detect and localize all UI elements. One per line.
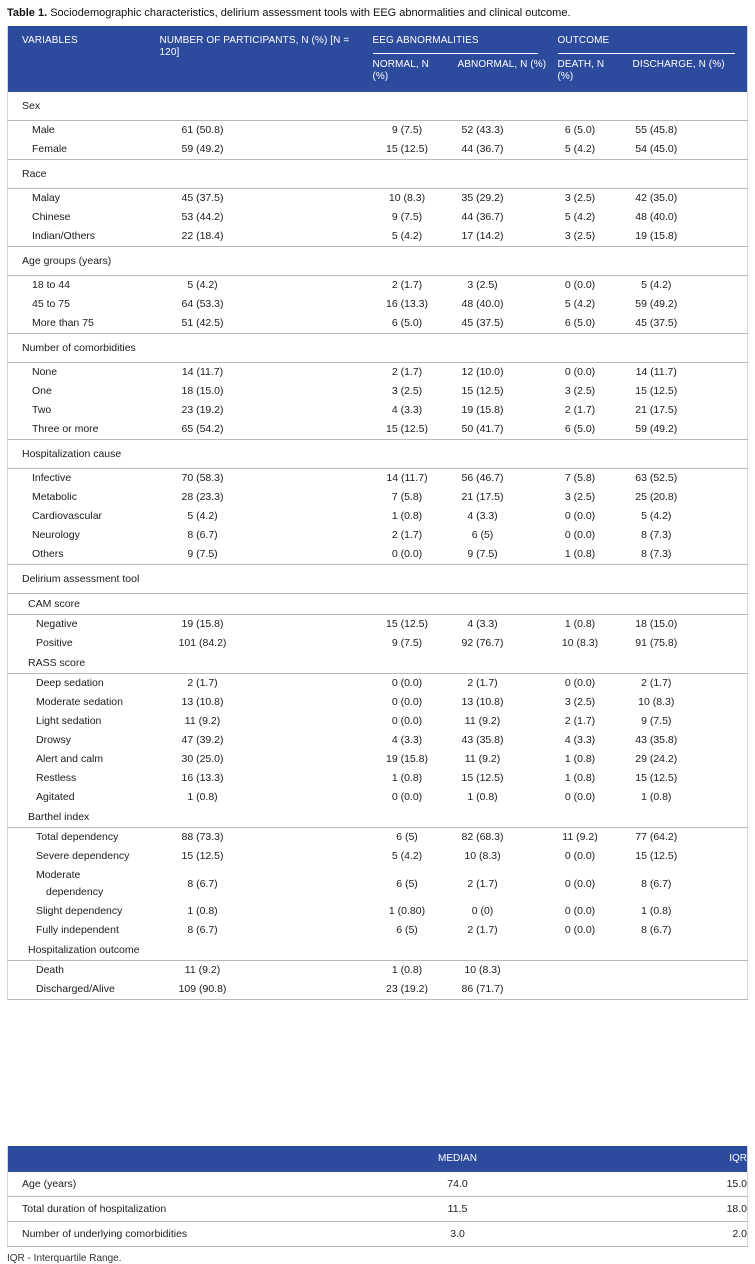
cell-value: 5 (4.2) [391,850,423,862]
row-label [8,866,160,902]
cell-value: 9 (7.5) [391,637,423,649]
row-label: None [32,366,58,378]
section-label: Barthel index [8,807,748,828]
cell-value: 21 (17.5) [461,491,504,503]
table-row [8,674,748,694]
row-label: Negative [36,618,78,630]
row-label: Infective [32,472,72,484]
cell-value: 42 (35.0) [635,192,678,204]
table-row [8,488,748,507]
cell-value: 50 (41.7) [461,423,504,435]
table-row [8,828,748,848]
summary-table-header [8,1146,748,1172]
row-label: Others [32,548,64,560]
cell-value: 1 (0.8) [641,905,672,917]
table-row [8,469,748,489]
cell-value: 51 (42.5) [181,317,224,329]
cell-value: 59 (49.2) [635,298,678,310]
cell-value: 5 (4.2) [641,279,672,291]
cell-value: 59 (49.2) [181,143,224,155]
cell-value: 15 (12.5) [635,385,678,397]
cell-value [625,980,748,1000]
row-label: Three or more [32,423,99,435]
col-group-eeg-label: EEG ABNORMALITIES [373,35,538,54]
table-row [8,634,748,653]
cell-value: 18 (15.0) [635,618,678,630]
main-table-body [8,92,748,1000]
cell-value [550,980,625,1000]
cell-value: 1 (0.8) [564,618,596,630]
table-row [8,866,748,902]
cell-value: 0 (0.0) [564,279,596,291]
median-value: 74.0 [328,1172,588,1197]
table-row [8,545,748,565]
cell-value: 18 (15.0) [181,385,224,397]
cell-value: 8 (6.7) [641,924,672,936]
table-row [8,980,748,1000]
cell-value: 30 (25.0) [181,753,224,765]
cell-value: 5 (4.2) [641,510,672,522]
cell-value: 5 (4.2) [564,143,596,155]
table-row [8,847,748,866]
section-label: Race [8,160,748,189]
row-label: Fully independent [36,924,119,936]
row-label: Moderate sedation [36,696,123,708]
row-label: Number of underlying comorbidities [8,1222,328,1247]
cell-value: 1 (0.8) [564,753,596,765]
cell-value: 45 (37.5) [461,317,504,329]
cell-value: 8 (7.3) [641,529,672,541]
cell-value: 16 (13.3) [181,772,224,784]
cell-value: 2 (1.7) [467,877,498,890]
cell-value: 55 (45.8) [635,124,678,136]
cell-value: 5 (4.2) [187,510,218,522]
cell-value: 10 (8.3) [388,192,426,204]
cell-value: 0 (0.0) [564,366,596,378]
cell-value: 45 (37.5) [181,192,224,204]
cell-value: 43 (35.8) [635,734,678,746]
cell-value: 0 (0.0) [564,850,596,862]
section-label: Hospitalization cause [8,440,748,469]
cell-value: 3 (2.5) [391,385,423,397]
cell-value: 4 (3.3) [391,404,423,416]
cell-value: 59 (49.2) [635,423,678,435]
cell-value: 0 (0) [471,905,494,917]
cell-value: 56 (46.7) [461,472,504,484]
cell-value: 7 (5.8) [564,472,596,484]
summary-col-header-empty [8,1146,328,1172]
table-row [8,921,748,940]
cell-value: 1 (0.80) [388,905,426,917]
cell-value: 6 (5) [396,877,418,890]
subsection-header-row [8,594,748,615]
cell-value: 0 (0.0) [564,924,596,936]
row-label: 18 to 44 [32,279,70,291]
cell-value: 0 (0.0) [564,791,596,803]
cell-value: 6 (5.0) [391,317,423,329]
cell-value: 17 (14.2) [461,230,504,242]
section-header-row [8,565,748,594]
cell-value: 92 (76.7) [461,637,504,649]
section-header-row [8,440,748,469]
cell-value: 2 (1.7) [641,677,672,689]
cell-value: 15 (12.5) [385,143,429,155]
cell-value: 15 (12.5) [461,772,504,784]
cell-value: 82 (68.3) [461,831,504,843]
cell-value: 6 (5.0) [564,423,596,435]
section-label: Sex [8,92,748,121]
section-label: Delirium assessment tool [8,565,748,594]
cell-value: 1 (0.8) [391,510,423,522]
cell-value: 1 (0.8) [564,772,596,784]
main-table [7,26,748,1000]
cell-value: 0 (0.0) [391,548,423,560]
col-group-eeg [365,26,550,54]
table-row [8,227,748,247]
cell-value: 6 (5) [471,529,494,541]
cell-value: 19 (15.8) [385,753,429,765]
cell-value: 64 (53.3) [181,298,224,310]
section-label: RASS score [8,653,748,674]
cell-value: 13 (10.8) [181,696,224,708]
row-label: Indian/Others [32,230,96,242]
cell-value: 4 (3.3) [467,510,498,522]
cell-value: 6 (5) [396,924,418,936]
row-label: Total dependency [36,831,119,843]
cell-value: 35 (29.2) [461,192,504,204]
row-label: Discharged/Alive [36,983,115,995]
cell-value: 11 (9.2) [464,715,501,727]
cell-value: 48 (40.0) [635,211,678,223]
row-label: Alert and calm [36,753,104,765]
cell-value: 65 (54.2) [181,423,224,435]
cell-value: 0 (0.0) [564,905,596,917]
row-label: Deep sedation [36,677,104,689]
summary-row [8,1172,748,1197]
cell-value: 6 (5) [396,831,418,843]
cell-value: 29 (24.2) [635,753,678,765]
cell-value: 6 (5.0) [564,124,596,136]
cell-value: 9 (7.5) [467,548,498,560]
cell-value: 77 (64.2) [635,831,678,843]
table-row [8,314,748,334]
row-label: Total duration of hospitalization [8,1197,328,1222]
section-header-row [8,160,748,189]
row-label: Severe dependency [36,850,130,862]
row-label: Cardiovascular [32,510,103,522]
cell-value: 8 (7.3) [641,548,672,560]
cell-value: 21 (17.5) [635,404,678,416]
cell-value: 11 (9.2) [184,964,221,976]
row-label: Light sedation [36,715,102,727]
cell-value: 53 (44.2) [181,211,224,223]
row-label: Drowsy [36,734,72,746]
cell-value: 43 (35.8) [461,734,504,746]
table-row [8,189,748,209]
cell-value: 10 (8.3) [561,637,599,649]
cell-value: 0 (0.0) [391,715,423,727]
cell-value: 2 (1.7) [391,366,423,378]
table-caption-number: Table 1. [7,7,48,19]
cell-value: 2 (1.7) [391,279,423,291]
table-row [8,420,748,440]
table-row [8,712,748,731]
cell-value: 1 (0.8) [187,905,218,917]
section-label: Hospitalization outcome [8,940,748,961]
cell-value: 10 (8.3) [464,850,501,862]
cell-value: 23 (19.2) [181,404,224,416]
table-row [8,208,748,227]
row-label: Male [32,124,55,136]
cell-value: 3 (2.5) [564,230,596,242]
row-label: Slight dependency [36,905,123,917]
section-header-row [8,247,748,276]
cell-value: 23 (19.2) [385,983,429,995]
col-header-death: DEATH, N (%) [550,54,625,92]
table-row [8,401,748,420]
table-caption [0,0,755,26]
cell-value: 9 (7.5) [187,548,218,560]
cell-value: 1 (0.8) [467,791,498,803]
cell-value: 3 (2.5) [467,279,498,291]
cell-value: 0 (0.0) [564,877,596,890]
cell-value: 19 (15.8) [461,404,504,416]
cell-value: 0 (0.0) [391,791,423,803]
cell-value: 1 (0.8) [564,548,596,560]
cell-value: 1 (0.8) [391,964,423,976]
row-label: Metabolic [32,491,77,503]
cell-value: 14 (11.7) [181,366,224,378]
cell-value: 15 (12.5) [385,618,429,630]
cell-value: 11 (9.2) [562,831,598,843]
table-row [8,276,748,296]
cell-value: 0 (0.0) [564,677,596,689]
cell-value: 3 (2.5) [564,696,596,708]
row-label: Chinese [32,211,71,223]
table-row [8,382,748,401]
cell-value: 15 (12.5) [635,850,678,862]
cell-value: 0 (0.0) [391,696,423,708]
cell-value: 5 (4.2) [564,211,596,223]
cell-value: 14 (11.7) [635,366,677,378]
col-group-outcome-label: OUTCOME [558,35,736,54]
col-header-participants: NUMBER OF PARTICIPANTS, N (%) [N = 120] [160,26,365,92]
cell-value: 91 (75.8) [635,637,678,649]
table-row [8,526,748,545]
col-header-variables: VARIABLES [8,26,160,92]
cell-value: 1 (0.8) [391,772,423,784]
row-label: Two [32,404,52,416]
subsection-header-row [8,653,748,674]
table-row [8,961,748,981]
col-header-abnormal: ABNORMAL, N (%) [450,54,550,92]
cell-value: 88 (73.3) [181,831,224,843]
cell-value: 9 (7.5) [391,124,423,136]
cell-value: 1 (0.8) [641,791,672,803]
col-header-discharge: DISCHARGE, N (%) [625,54,748,92]
cell-value: 10 (8.3) [638,696,675,708]
cell-value: 52 (43.3) [461,124,504,136]
row-label: Age (years) [8,1172,328,1197]
col-header-normal: NORMAL, N (%) [365,54,450,92]
row-label: More than 75 [32,317,94,329]
cell-value: 19 (15.8) [635,230,678,242]
summary-table-body [8,1172,748,1247]
cell-value: 47 (39.2) [181,734,224,746]
cell-value: 28 (23.3) [181,491,224,503]
cell-value: 2 (1.7) [467,677,498,689]
cell-value: 4 (3.3) [467,618,498,630]
col-group-outcome [550,26,748,54]
cell-value: 8 (6.7) [187,924,218,936]
cell-value: 101 (84.2) [178,637,227,649]
row-label: Restless [36,772,77,784]
cell-value: 25 (20.8) [635,491,678,503]
cell-value [625,961,748,981]
cell-value: 109 (90.8) [178,983,227,995]
summary-row [8,1197,748,1222]
row-label: Female [32,143,68,155]
cell-value: 0 (0.0) [564,510,596,522]
cell-value: 86 (71.7) [461,983,504,995]
iqr-value: 2.0 [588,1222,748,1247]
summary-col-header-iqr: IQR [588,1146,748,1172]
row-label: Neurology [32,529,80,541]
cell-value: 3 (2.5) [564,385,596,397]
iqr-value: 18.0 [588,1197,748,1222]
cell-value: 5 (4.2) [391,230,423,242]
subsection-header-row [8,940,748,961]
section-label: Age groups (years) [8,247,748,276]
cell-value: 45 (37.5) [635,317,678,329]
cell-value: 10 (8.3) [464,964,501,976]
table-row [8,750,748,769]
cell-value: 14 (11.7) [386,472,428,484]
cell-value: 63 (52.5) [635,472,678,484]
cell-value: 0 (0.0) [391,677,423,689]
cell-value: 13 (10.8) [461,696,504,708]
cell-value: 15 (12.5) [635,772,678,784]
footnote: IQR - Interquartile Range. [7,1253,122,1264]
table-row [8,693,748,712]
cell-value: 4 (3.3) [391,734,423,746]
cell-value: 0 (0.0) [564,529,596,541]
summary-row [8,1222,748,1247]
cell-value: 2 (1.7) [391,529,423,541]
cell-value: 8 (6.7) [187,877,218,890]
cell-value: 2 (1.7) [187,677,218,689]
section-header-row [8,334,748,363]
cell-value: 15 (12.5) [181,850,224,862]
cell-value: 16 (13.3) [385,298,429,310]
section-label: CAM score [8,594,748,615]
row-label: One [32,385,52,397]
cell-value: 11 (9.2) [464,753,501,765]
cell-value: 6 (5.0) [564,317,596,329]
table-row [8,615,748,635]
cell-value: 9 (7.5) [641,715,672,727]
cell-value: 2 (1.7) [564,404,596,416]
table-row [8,902,748,921]
median-value: 3.0 [328,1222,588,1247]
cell-value: 12 (10.0) [461,366,504,378]
cell-value: 5 (4.2) [187,279,218,291]
table-caption-text: Sociodemographic characteristics, delirium assessment tools with EEG abnormalities and clinical outcome. [47,7,571,19]
subsection-header-row [8,807,748,828]
row-label: Agitated [36,791,75,803]
table-row [8,731,748,750]
cell-value: 61 (50.8) [181,124,224,136]
cell-value: 3 (2.5) [564,491,596,503]
main-table-header [8,26,748,92]
row-label: Death [36,964,65,976]
cell-value: 3 (2.5) [564,192,596,204]
table-row [8,507,748,526]
cell-value: 48 (40.0) [461,298,504,310]
row-label-text: Moderate dependency [36,869,104,898]
section-label: Number of comorbidities [8,334,748,363]
cell-value: 54 (45.0) [635,143,678,155]
cell-value: 44 (36.7) [461,143,504,155]
cell-value: 44 (36.7) [461,211,504,223]
median-value: 11.5 [328,1197,588,1222]
table-row [8,121,748,141]
cell-value: 2 (1.7) [467,924,498,936]
table-row [8,295,748,314]
cell-value: 8 (6.7) [187,529,218,541]
summary-table [7,1146,748,1247]
table-row [8,769,748,788]
row-label: 45 to 75 [32,298,70,310]
cell-value: 15 (12.5) [385,423,429,435]
cell-value: 2 (1.7) [564,715,596,727]
iqr-value: 15.0 [588,1172,748,1197]
cell-value: 9 (7.5) [391,211,423,223]
summary-col-header-median: MEDIAN [328,1146,588,1172]
cell-value: 5 (4.2) [564,298,596,310]
table-row [8,363,748,383]
table-row [8,140,748,160]
row-label: Malay [32,192,61,204]
table-row [8,788,748,807]
cell-value: 7 (5.8) [391,491,423,503]
row-label: Positive [36,637,73,649]
section-header-row [8,92,748,121]
cell-value [550,961,625,981]
cell-value: 1 (0.8) [187,791,218,803]
cell-value: 19 (15.8) [181,618,224,630]
cell-value: 11 (9.2) [184,715,221,727]
cell-value: 8 (6.7) [641,877,672,890]
cell-value: 70 (58.3) [181,472,224,484]
cell-value: 15 (12.5) [461,385,504,397]
cell-value: 4 (3.3) [564,734,596,746]
cell-value: 22 (18.4) [181,230,224,242]
